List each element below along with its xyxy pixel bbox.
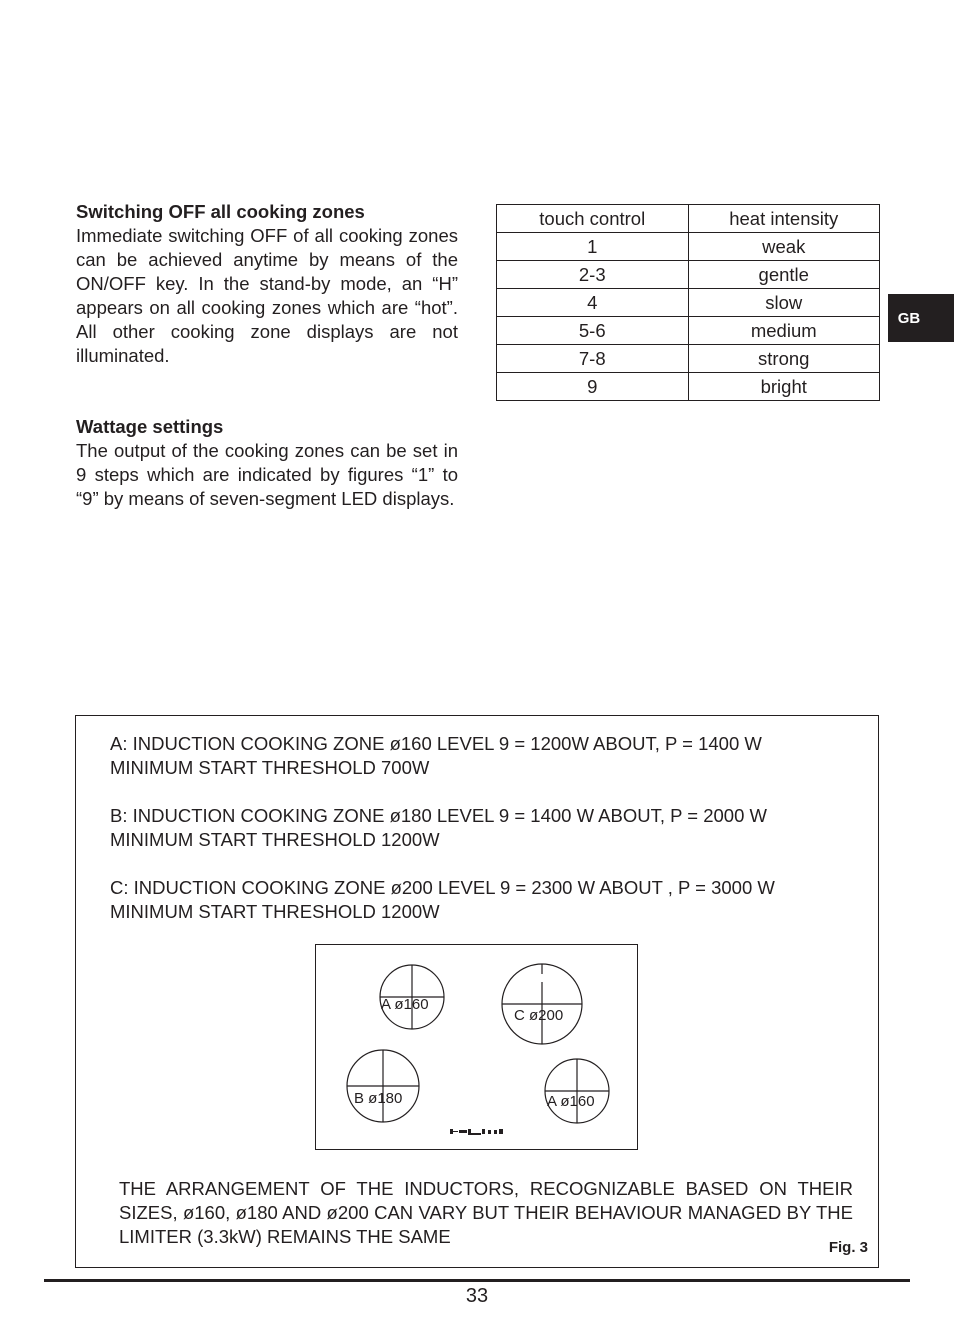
table-cell: slow [688, 289, 880, 317]
table-row [497, 373, 880, 401]
arrangement-note: THE ARRANGEMENT OF THE INDUCTORS, RECOGNIZABLE BASED ON THEIR SIZES, ø160, ø180 AND ø200 CAN VARY BUT THEIR BEHAVIOUR MANAGED BY THE LIMITER (3.3kW) REMAINS THE SAME [119, 1178, 853, 1247]
wattage-section [76, 415, 458, 511]
hob-diagram [315, 944, 638, 1150]
cooking-zone-c [502, 964, 582, 1044]
table-cell: 1 [497, 233, 689, 261]
table-row [497, 233, 880, 261]
language-tab: GB [888, 294, 954, 342]
switching-off-section [76, 200, 458, 368]
table-cell: gentle [688, 261, 880, 289]
zone-spec-c [110, 876, 850, 924]
heat-intensity-table [496, 204, 880, 401]
zone-spec-a [110, 732, 850, 780]
table-cell: 7-8 [497, 345, 689, 373]
table-row [497, 289, 880, 317]
zone-spec-line: C: INDUCTION COOKING ZONE ø200 LEVEL 9 = 2300 W ABOUT , P = 3000 W [110, 877, 775, 898]
cooking-zone-a-bottom [545, 1059, 609, 1123]
column-header-heat-intensity: heat intensity [688, 205, 880, 233]
switching-off-heading: Switching OFF all cooking zones [76, 201, 365, 222]
table-row [497, 261, 880, 289]
zone-spec-line: B: INDUCTION COOKING ZONE ø180 LEVEL 9 = 1400 W ABOUT, P = 2000 W [110, 805, 767, 826]
table-cell: strong [688, 345, 880, 373]
table-cell: 5-6 [497, 317, 689, 345]
table-cell: bright [688, 373, 880, 401]
page-number: 33 [465, 1285, 489, 1307]
zone-label-a-top: A ø160 [381, 996, 429, 1013]
zone-spec-line: MINIMUM START THRESHOLD 1200W [110, 829, 440, 850]
zone-spec-line: A: INDUCTION COOKING ZONE ø160 LEVEL 9 = 1200W ABOUT, P = 1400 W [110, 733, 762, 754]
wattage-heading: Wattage settings [76, 416, 224, 437]
figure-box [75, 715, 879, 1268]
table-cell: 2-3 [497, 261, 689, 289]
zone-label-c: C ø200 [514, 1007, 564, 1024]
zone-spec-line: MINIMUM START THRESHOLD 700W [110, 757, 430, 778]
hob-drawing [316, 945, 637, 1149]
zone-specs [110, 732, 850, 948]
table-header-row [497, 205, 880, 233]
zone-label-a-bottom: A ø160 [547, 1093, 595, 1110]
wattage-body: The output of the cooking zones can be set in 9 steps which are indicated by figures “1” to “9” by means of seven-segment LED displays. [76, 440, 458, 509]
table-cell: 4 [497, 289, 689, 317]
table-cell: 9 [497, 373, 689, 401]
cooking-zone-b [347, 1050, 419, 1122]
zone-spec-line: MINIMUM START THRESHOLD 1200W [110, 901, 440, 922]
zone-spec-b [110, 804, 850, 852]
table-row [497, 317, 880, 345]
table-row [497, 345, 880, 373]
figure-label: Fig. 3 [828, 1239, 868, 1256]
control-panel-icon [450, 1129, 503, 1135]
zone-label-b: B ø180 [354, 1090, 403, 1107]
table-cell: weak [688, 233, 880, 261]
column-header-touch-control: touch control [497, 205, 689, 233]
switching-off-body: Immediate switching OFF of all cooking zones can be achieved anytime by means of the ON/OFF key. In the stand-by mode, an “H” appears on all cooking zones which are “hot”. All other cooking zone displays are not illuminated. [76, 225, 458, 366]
table-cell: medium [688, 317, 880, 345]
footer-rule [44, 1279, 910, 1282]
